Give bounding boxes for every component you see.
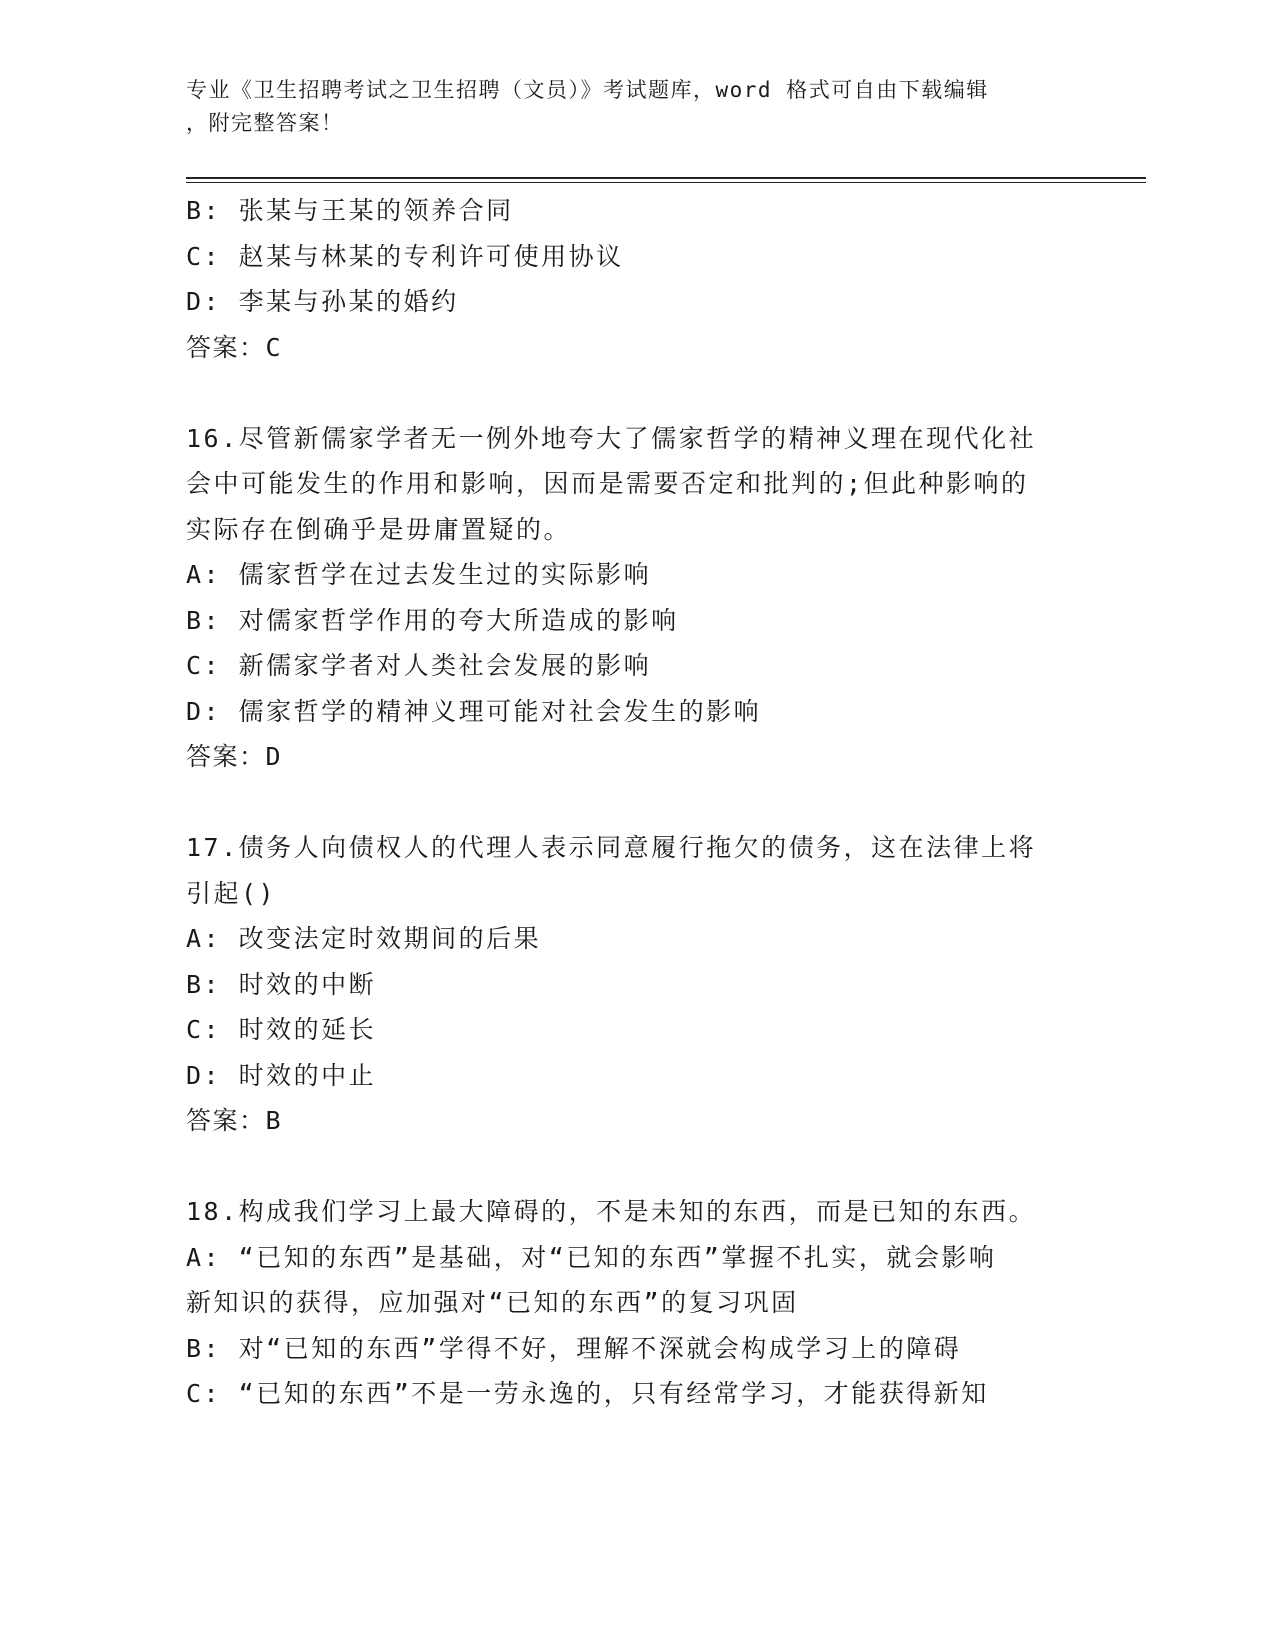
question-stem-line: 会中可能发生的作用和影响，因而是需要否定和批判的;但此种影响的 (186, 469, 1029, 498)
header-divider-thin (186, 182, 1146, 183)
question-16 (186, 416, 1076, 780)
header-line-1: 专业《卫生招聘考试之卫生招聘（文员）》考试题库，word 格式可自由下载编辑 (186, 78, 989, 102)
option-a: A: 儒家哲学在过去发生过的实际影响 (186, 560, 652, 589)
question-stem-line: 16.尽管新儒家学者无一例外地夸大了儒家哲学的精神义理在现代化社 (186, 423, 1037, 453)
question-stem-line: 18.构成我们学习上最大障碍的，不是未知的东西，而是已知的东西。 (186, 1197, 1037, 1226)
question-stem-line: 引起() (186, 878, 277, 908)
option-a: A: 改变法定时效期间的后果 (186, 924, 542, 953)
question-list (186, 188, 1076, 1417)
answer-label: 答案：B (186, 1106, 283, 1135)
option-c: C: 赵某与林某的专利许可使用协议 (186, 241, 624, 271)
question-stem-line: 实际存在倒确乎是毋庸置疑的。 (186, 514, 572, 544)
option-b: B: 时效的中断 (186, 969, 377, 999)
spacer (186, 780, 1076, 826)
option-a: A: “已知的东西”是基础，对“已知的东西”掌握不扎实，就会影响 (186, 1242, 997, 1272)
header-divider-thick (186, 177, 1146, 179)
option-d: D: 时效的中止 (186, 1060, 377, 1090)
document-header (186, 74, 1066, 140)
question-15 (186, 188, 1076, 370)
question-stem-line: 17.债务人向债权人的代理人表示同意履行拖欠的债务，这在法律上将 (186, 833, 1037, 862)
question-18 (186, 1189, 1076, 1417)
option-d: D: 李某与孙某的婚约 (186, 287, 459, 316)
option-c: C: “已知的东西”不是一劳永逸的，只有经常学习，才能获得新知 (186, 1379, 989, 1408)
answer-label: 答案：D (186, 742, 283, 771)
header-line-2: ，附完整答案！ (186, 111, 344, 135)
option-b: B: 对儒家哲学作用的夸大所造成的影响 (186, 605, 679, 635)
spacer (186, 1144, 1076, 1190)
option-b: B: 张某与王某的领养合同 (186, 196, 514, 225)
option-a-continued: 新知识的获得，应加强对“已知的东西”的复习巩固 (186, 1288, 799, 1317)
answer-label: 答案：C (186, 332, 283, 362)
question-17 (186, 825, 1076, 1144)
spacer (186, 370, 1076, 416)
option-c: C: 时效的延长 (186, 1015, 377, 1044)
option-b: B: 对“已知的东西”学得不好，理解不深就会构成学习上的障碍 (186, 1333, 962, 1363)
option-d: D: 儒家哲学的精神义理可能对社会发生的影响 (186, 696, 762, 726)
option-c: C: 新儒家学者对人类社会发展的影响 (186, 651, 652, 680)
